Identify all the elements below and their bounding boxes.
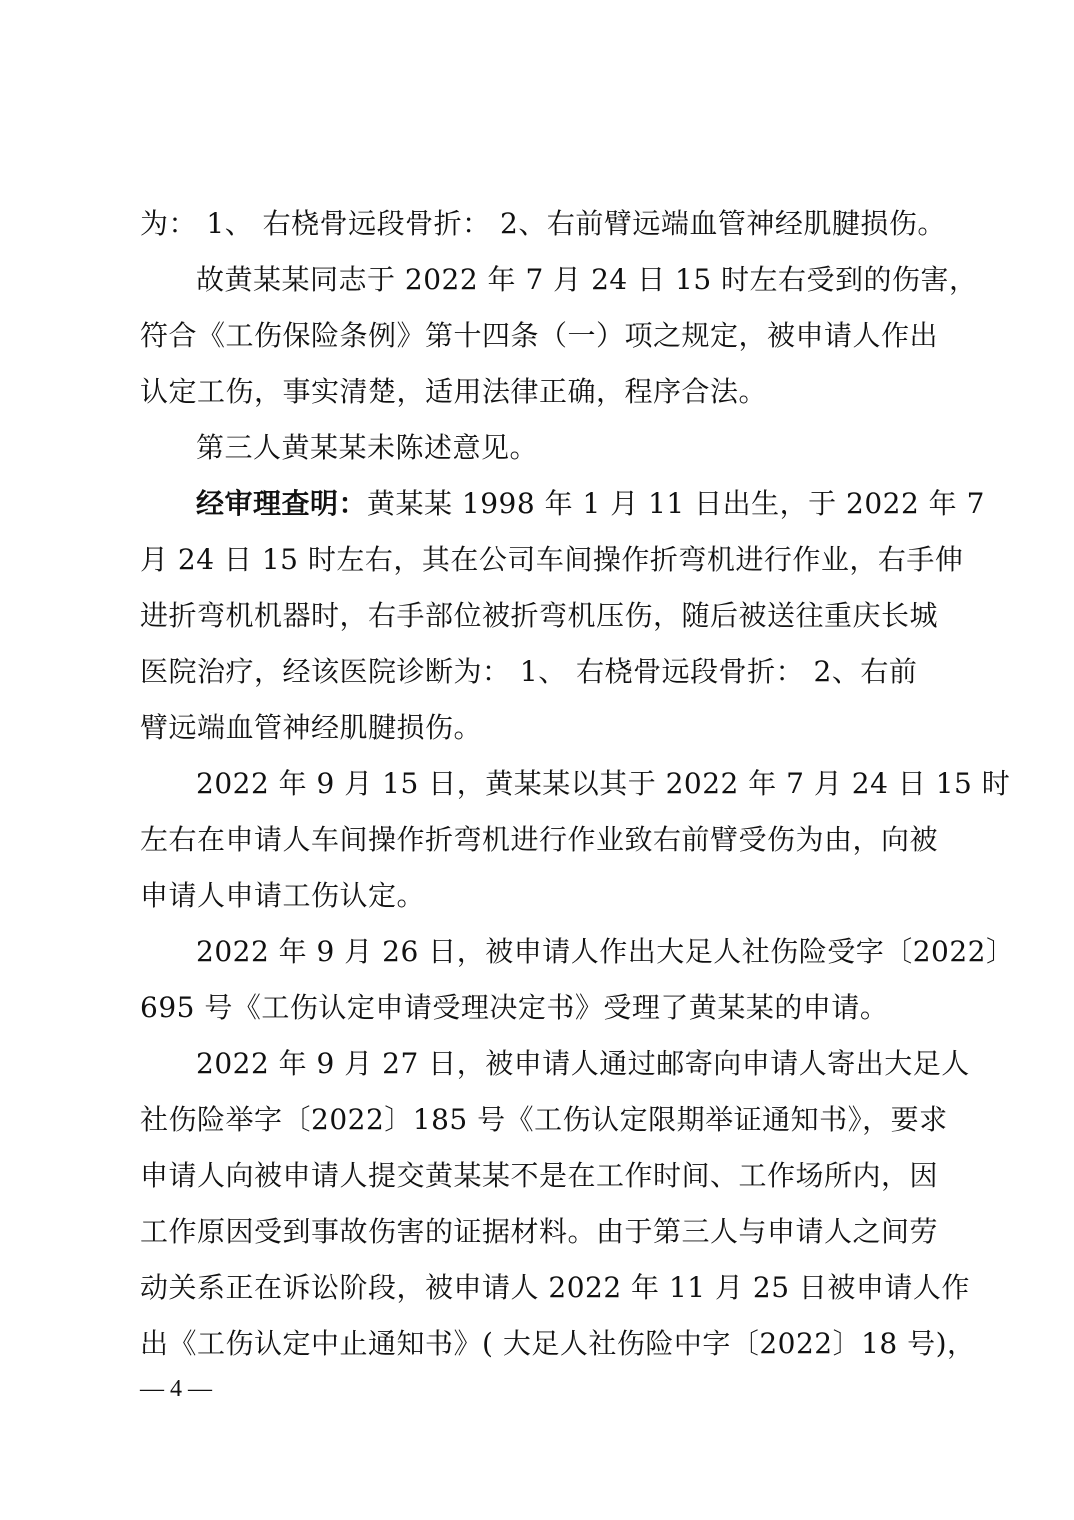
text-line (140, 476, 985, 532)
paragraph-conclusion (140, 252, 978, 308)
text-line: 医院治疗，经该医院诊断为： 1、 右桡骨远段骨折： 2、右前 (140, 655, 918, 688)
paragraph-application (140, 756, 1011, 812)
text-line: 2022 年 9 月 15 日，黄某某以其于 2022 年 7 月 24 日 15 时 (196, 767, 1011, 800)
text-line: 第三人黄某某未陈述意见。 (196, 431, 539, 464)
paragraph-third-party (140, 420, 940, 476)
text-line: 符合《工伤保险条例》第十四条（一）项之规定，被申请人作出 (140, 319, 939, 352)
page-number: — 4 — (140, 1376, 212, 1402)
text-line: 进折弯机机器时，右手部位被折弯机压伤，随后被送往重庆长城 (140, 599, 939, 632)
text-line: 出《工伤认定中止通知书》( 大足人社伤险中字〔2022〕18 号)， (140, 1327, 976, 1360)
text-line: 认定工伤，事实清楚，适用法律正确，程序合法。 (140, 375, 768, 408)
text-line: 故黄某某同志于 2022 年 7 月 24 日 15 时左右受到的伤害， (196, 263, 978, 296)
text-line: 工作原因受到事故伤害的证据材料。由于第三人与申请人之间劳 (140, 1215, 939, 1248)
paragraph-findings (140, 476, 985, 532)
text-line: 2022 年 9 月 27 日，被申请人通过邮寄向申请人寄出大足人 (196, 1047, 970, 1080)
paragraph-application-cont (140, 812, 940, 924)
paragraph-findings-cont (140, 532, 964, 756)
text-line: 申请人申请工伤认定。 (140, 879, 426, 912)
text-line: 月 24 日 15 时左右，其在公司车间操作折弯机进行作业，右手伸 (140, 543, 964, 576)
text-line: 695 号《工伤认定申请受理决定书》受理了黄某某的申请。 (140, 991, 889, 1024)
paragraph-acceptance (140, 924, 1015, 980)
text-line: 为： 1、 右桡骨远段骨折： 2、右前臂远端血管神经肌腱损伤。 (140, 207, 946, 240)
paragraph-evidence-notice-cont (140, 1092, 976, 1372)
document-body (140, 196, 1015, 1372)
paragraph-diagnosis-continued (140, 196, 946, 252)
paragraph-evidence-notice (140, 1036, 970, 1092)
findings-label: 经审理查明： (196, 487, 368, 520)
paragraph-conclusion-cont (140, 308, 940, 420)
text-line: 2022 年 9 月 26 日，被申请人作出大足人社伤险受字〔2022〕 (196, 935, 1015, 968)
text-line: 申请人向被申请人提交黄某某不是在工作时间、工作场所内，因 (140, 1159, 939, 1192)
text-line: 社伤险举字〔2022〕185 号《工伤认定限期举证通知书》，要求 (140, 1103, 948, 1136)
paragraph-acceptance-cont (140, 980, 940, 1036)
findings-text: 黄某某 1998 年 1 月 11 日出生，于 2022 年 7 (367, 487, 985, 520)
text-line: 左右在申请人车间操作折弯机进行作业致右前臂受伤为由，向被 (140, 823, 939, 856)
text-line: 臂远端血管神经肌腱损伤。 (140, 711, 483, 744)
text-line: 动关系正在诉讼阶段，被申请人 2022 年 11 月 25 日被申请人作 (140, 1271, 970, 1304)
